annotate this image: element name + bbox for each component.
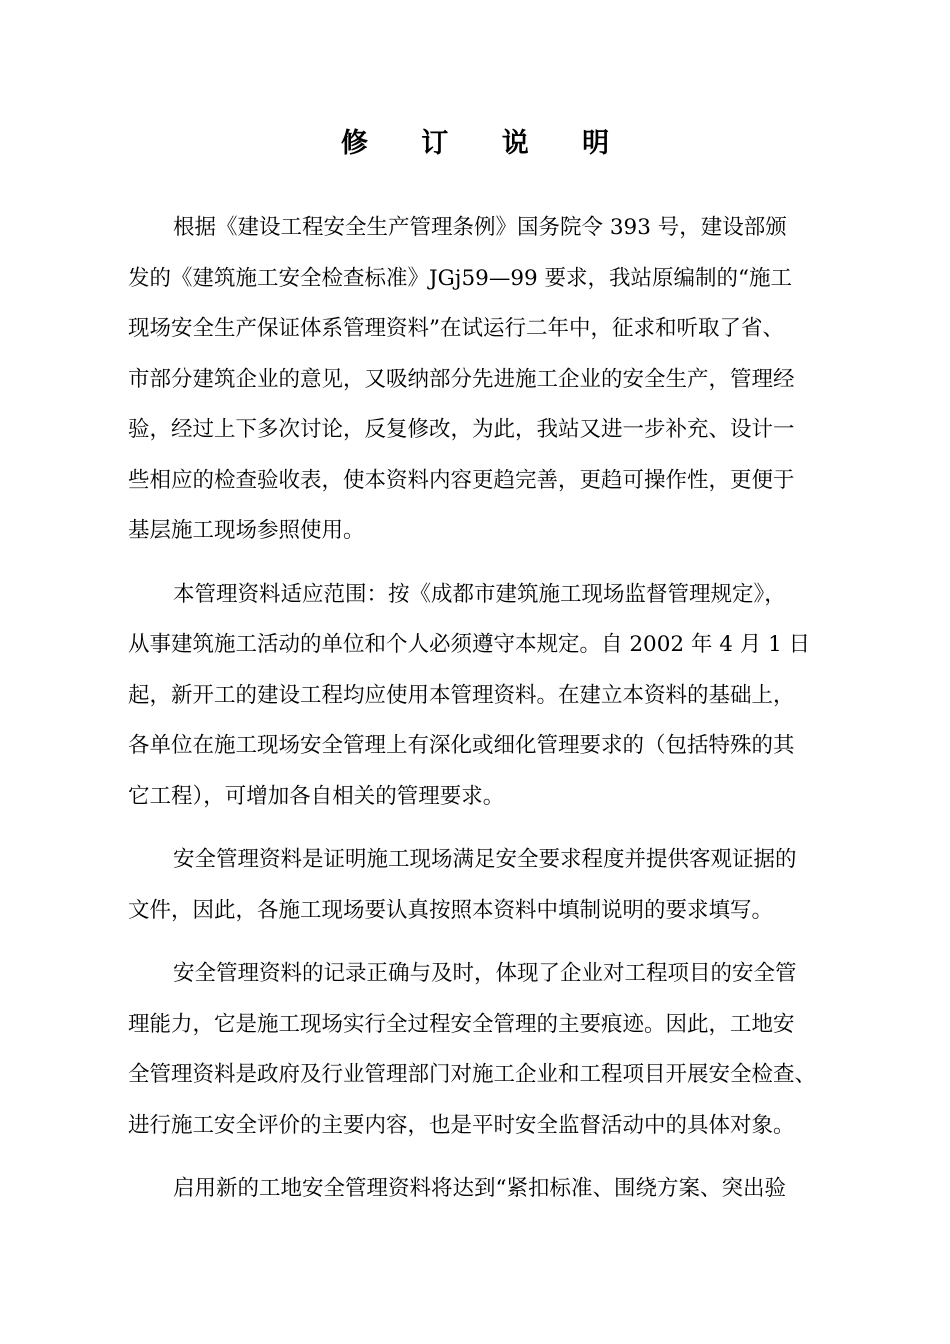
text-line: 它工程），可增加各自相关的管理要求。 xyxy=(128,783,505,809)
paragraph-new-materials xyxy=(128,1164,828,1215)
text-line: 基层施工现场参照使用。 xyxy=(128,518,365,543)
text-line: 进行施工安全评价的主要内容，也是平时安全监督活动中的具体对象。 xyxy=(128,1112,795,1138)
text-line: 从事建筑施工活动的单位和个人必须遵守本规定。自 2002 年 4 月 1 日 xyxy=(128,632,811,657)
text-line: 文件，因此，各施工现场要认真按照本资料中填制说明的要求填写。 xyxy=(128,897,774,923)
page-title: 修 订 说 明 xyxy=(340,128,632,159)
text-line: 现场安全生产保证体系管理资料”在试运行二年中，征求和听取了省、 xyxy=(128,316,784,341)
paragraph-scope xyxy=(128,570,828,823)
text-line: 安全管理资料是证明施工现场满足安全要求程度并提供客观证据的 xyxy=(173,847,797,872)
document-body xyxy=(128,203,828,1228)
paragraph-records xyxy=(128,949,828,1151)
paragraph-revision-basis xyxy=(128,203,828,557)
text-line: 发的《建筑施工安全检查标准》JGj59—99 要求，我站原编制的“施工 xyxy=(128,265,793,291)
text-line: 起，新开工的建设工程均应使用本管理资料。在建立本资料的基础上， xyxy=(128,682,795,708)
paragraph-evidence xyxy=(128,835,828,936)
text-line: 安全管理资料的记录正确与及时，体现了企业对工程项目的安全管 xyxy=(173,961,797,986)
text-line: 各单位在施工现场安全管理上有深化或细化管理要求的（包括特殊的其 xyxy=(128,733,795,758)
text-line: 验，经过上下多次讨论，反复修改，为此，我站又进一步补充、设计一 xyxy=(128,417,795,442)
text-line: 本管理资料适应范围：按《成都市建筑施工现场监督管理规定》， xyxy=(173,581,786,607)
text-line: 些相应的检查验收表，使本资料内容更趋完善，更趋可操作性，更便于 xyxy=(128,467,795,493)
text-line: 理能力，它是施工现场实行全过程安全管理的主要痕迹。因此，工地安 xyxy=(128,1011,795,1037)
text-line: 市部分建筑企业的意见，又吸纳部分先进施工企业的安全生产，管理经 xyxy=(128,366,795,392)
text-line: 全管理资料是政府及行业管理部门对施工企业和工程项目开展安全检查、 xyxy=(128,1062,817,1087)
text-line: 根据《建设工程安全生产管理条例》国务院令 393 号，建设部颁 xyxy=(173,215,787,240)
text-line: 启用新的工地安全管理资料将达到“紧扣标准、围绕方案、突出验 xyxy=(173,1176,786,1201)
